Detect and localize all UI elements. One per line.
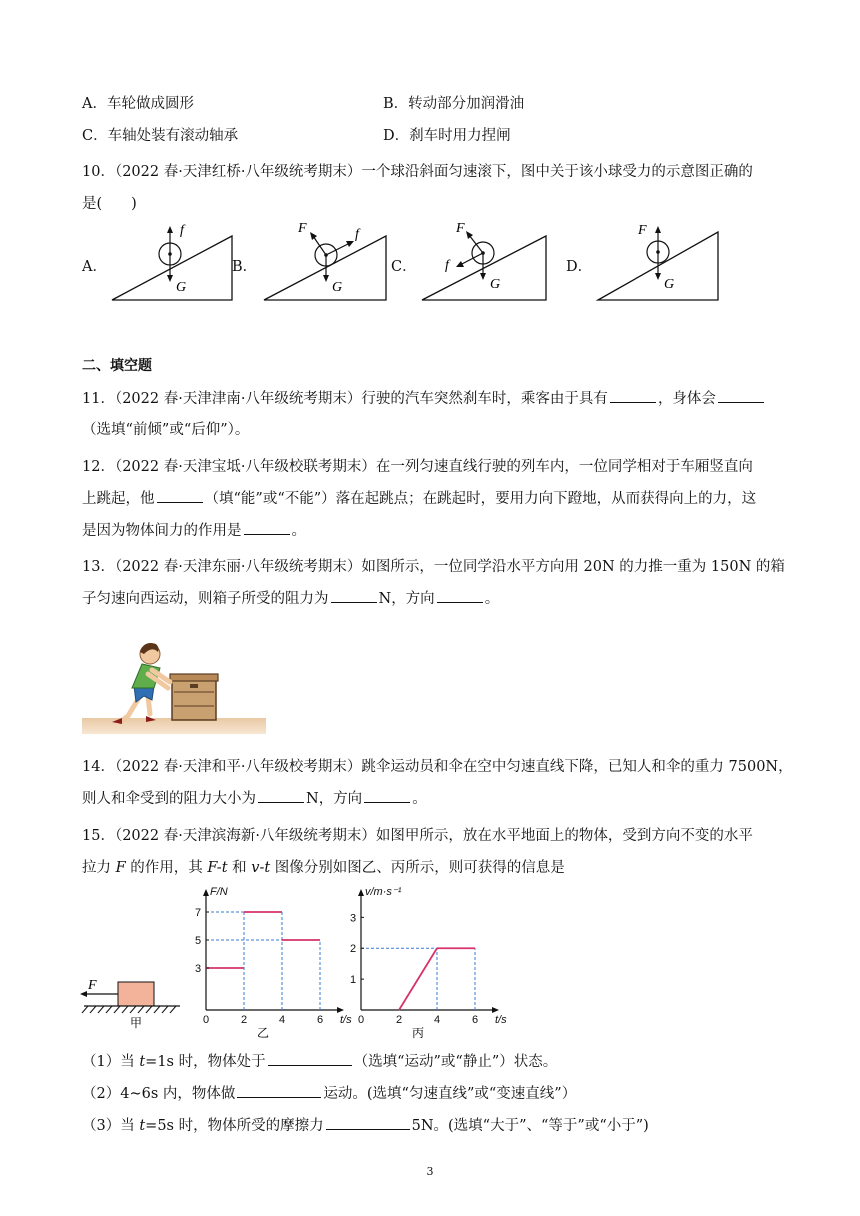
q10-stem-line1: 10．（2022 春·天津红桥·八年级统考期末）一个球沿斜面匀速滚下，图中关于该小球受力的示意图正确的 — [82, 164, 753, 180]
q15-sub1-a: （1）当 — [82, 1054, 140, 1070]
x-tick-label: 2 — [396, 1014, 403, 1026]
q15-symbol-vt: v-t — [251, 860, 271, 876]
q15-sub1-c: （选填“运动”或“静止”）状态。 — [353, 1054, 558, 1070]
force-label-g: G — [176, 280, 187, 295]
y-axis-arrow — [203, 889, 209, 896]
q15-sub1 — [82, 1050, 557, 1071]
x-axis-arrow — [337, 1007, 344, 1013]
force-label-F: F — [88, 978, 97, 993]
q10-diagram-a — [110, 218, 235, 303]
q10-label-b: B． — [232, 259, 258, 275]
x-axis-label: t/s — [495, 1014, 507, 1026]
force-label-g: G — [490, 277, 501, 292]
q14-line1: 14．（2022 春·天津和平·八年级校考期末）跳伞运动员和伞在空中匀速直线下降，已知人和伞的重力 7500N， — [82, 759, 793, 775]
y-tick-label: 7 — [195, 907, 202, 919]
q15-symbol-Ft: F-t — [207, 860, 228, 876]
q11-text-a: 11．（2022 春·天津津南·八年级统考期末）行驶的汽车突然刹车时，乘客由于具有 — [82, 391, 608, 407]
q10-stem-line2: 是( ) — [82, 196, 137, 212]
q15-sub2-b: 运动。(选填“匀速直线”或“变速直线”） — [323, 1086, 577, 1102]
answer-blank[interactable] — [326, 1115, 410, 1130]
figure-jia — [80, 972, 190, 1032]
y-tick-label: 1 — [350, 974, 357, 987]
y-tick-label: 3 — [195, 963, 202, 975]
y-tick-label: 3 — [350, 912, 357, 925]
force-label-g: G — [664, 277, 675, 292]
answer-blank[interactable] — [157, 488, 203, 503]
q12-text-a: 上跳起，他 — [82, 491, 155, 507]
answer-blank[interactable] — [610, 388, 656, 403]
q9-option-b: B．转动部分加润滑油 — [383, 96, 525, 112]
boy-pushing-box-illustration — [82, 630, 267, 735]
q12-text-b: （填“能”或“不能”）落在起跳点；在跳起时，要用力向下蹬地，从而获得向上的力，这 — [204, 491, 757, 507]
q15-sub3-c: 5N。(选填“大于”、“等于”或“小于”) — [411, 1118, 649, 1134]
x-tick-label: 0 — [203, 1014, 210, 1026]
q15-text-b: 的作用，其 — [125, 860, 208, 876]
q11-text-b: ，身体会 — [657, 391, 716, 407]
q10-diagram-c — [420, 218, 550, 303]
answer-blank[interactable] — [437, 588, 483, 603]
q14-text-c: 。 — [412, 791, 427, 807]
y-axis-label: F/N — [210, 886, 228, 898]
q15-sub1-b: =1s 时，物体处于 — [145, 1054, 266, 1070]
q15-text-a: 拉力 — [82, 860, 116, 876]
answer-blank[interactable] — [258, 788, 304, 803]
answer-blank[interactable] — [718, 388, 764, 403]
vt-graph — [345, 885, 507, 1040]
x-tick-label: 6 — [317, 1014, 324, 1026]
q13-line1: 13．（2022 春·天津东丽·八年级统考期末）如图所示，一位同学沿水平方向用 20N 的力推一重为 150N 的箱 — [82, 559, 785, 575]
q12-line3 — [82, 519, 306, 540]
x-axis-label: t/s — [340, 1014, 352, 1026]
force-label-f: f — [445, 258, 449, 273]
force-label-f: f — [355, 227, 359, 242]
q9-option-a: A．车轮做成圆形 — [82, 96, 194, 112]
figure-label: 乙 — [257, 1026, 270, 1040]
q12-text-c: 是因为物体间力的作用是 — [82, 523, 242, 539]
y-tick-label: 5 — [195, 935, 202, 947]
q13-line2 — [82, 587, 499, 608]
answer-blank[interactable] — [268, 1051, 352, 1066]
figure-label: 丙 — [412, 1026, 425, 1040]
q14-line2 — [82, 787, 427, 808]
answer-blank[interactable] — [237, 1083, 321, 1098]
force-label-F: F — [638, 223, 647, 238]
q12-line2 — [82, 487, 756, 508]
q15-symbol-F: F — [115, 860, 126, 876]
q15-sub1-t: t — [139, 1054, 146, 1070]
figure-label-jia: 甲 — [130, 1016, 143, 1030]
q14-text-a: 则人和伞受到的阻力大小为 — [82, 791, 256, 807]
q15-text-c: 和 — [227, 860, 252, 876]
section-heading: 二、填空题 — [82, 358, 152, 374]
y-axis-arrow — [358, 889, 364, 896]
q15-line1: 15．（2022 春·天津滨海新·八年级统考期末）如图甲所示，放在水平地面上的物体，受到方向不变的水平 — [82, 828, 753, 844]
page-number: 3 — [426, 1165, 434, 1178]
y-axis-label: v/m·s⁻¹ — [365, 886, 402, 898]
q12-line1: 12．（2022 春·天津宝坻·八年级校联考期末）在一列匀速直线行驶的列车内，一位同学相对于车厢竖直向 — [82, 459, 753, 475]
q15-sub3-b: =5s 时，物体所受的摩擦力 — [145, 1118, 324, 1134]
q11-line1 — [82, 387, 766, 408]
force-label-F: F — [298, 221, 307, 236]
q14-text-b: N，方向 — [306, 791, 363, 807]
data-segment — [399, 948, 437, 1010]
q15-sub3 — [82, 1114, 649, 1135]
answer-blank[interactable] — [364, 788, 410, 803]
q10-diagram-b — [262, 218, 392, 303]
y-tick-label: 2 — [350, 943, 357, 956]
q9-option-c: C．车轴处装有滚动轴承 — [82, 128, 239, 144]
q15-sub3-t: t — [139, 1118, 146, 1134]
q13-text-a: 子匀速向西运动，则箱子所受的阻力为 — [82, 591, 329, 607]
q15-sub3-a: （3）当 — [82, 1118, 140, 1134]
q15-text-d: 图像分别如图乙、丙所示，则可获得的信息是 — [270, 860, 565, 876]
ft-graph — [190, 885, 352, 1040]
q13-text-c: 。 — [484, 591, 500, 607]
answer-blank[interactable] — [331, 588, 377, 603]
x-axis-arrow — [492, 1007, 499, 1013]
q10-label-d: D． — [566, 259, 593, 275]
q11-line2: （选填“前倾”或“后仰”）。 — [82, 422, 250, 438]
q15-line2 — [82, 856, 565, 877]
q10-label-c: C． — [391, 259, 417, 275]
x-tick-label: 6 — [472, 1014, 479, 1026]
answer-blank[interactable] — [244, 520, 290, 535]
q10-diagram-d — [596, 218, 726, 303]
x-tick-label: 0 — [358, 1014, 365, 1026]
q15-sub2-a: （2）4~6s 内，物体做 — [82, 1086, 236, 1102]
force-label-F: F — [456, 221, 465, 236]
x-tick-label: 2 — [241, 1014, 248, 1026]
x-tick-label: 4 — [434, 1014, 441, 1026]
force-label-g: G — [332, 280, 343, 295]
q15-sub2 — [82, 1082, 576, 1103]
q13-text-b: N，方向 — [378, 591, 435, 607]
force-label-f: f — [180, 223, 184, 238]
q9-option-d: D．刹车时用力捏闸 — [383, 128, 511, 144]
q10-label-a: A． — [82, 259, 107, 275]
q12-text-d: 。 — [291, 523, 306, 539]
x-tick-label: 4 — [279, 1014, 286, 1026]
